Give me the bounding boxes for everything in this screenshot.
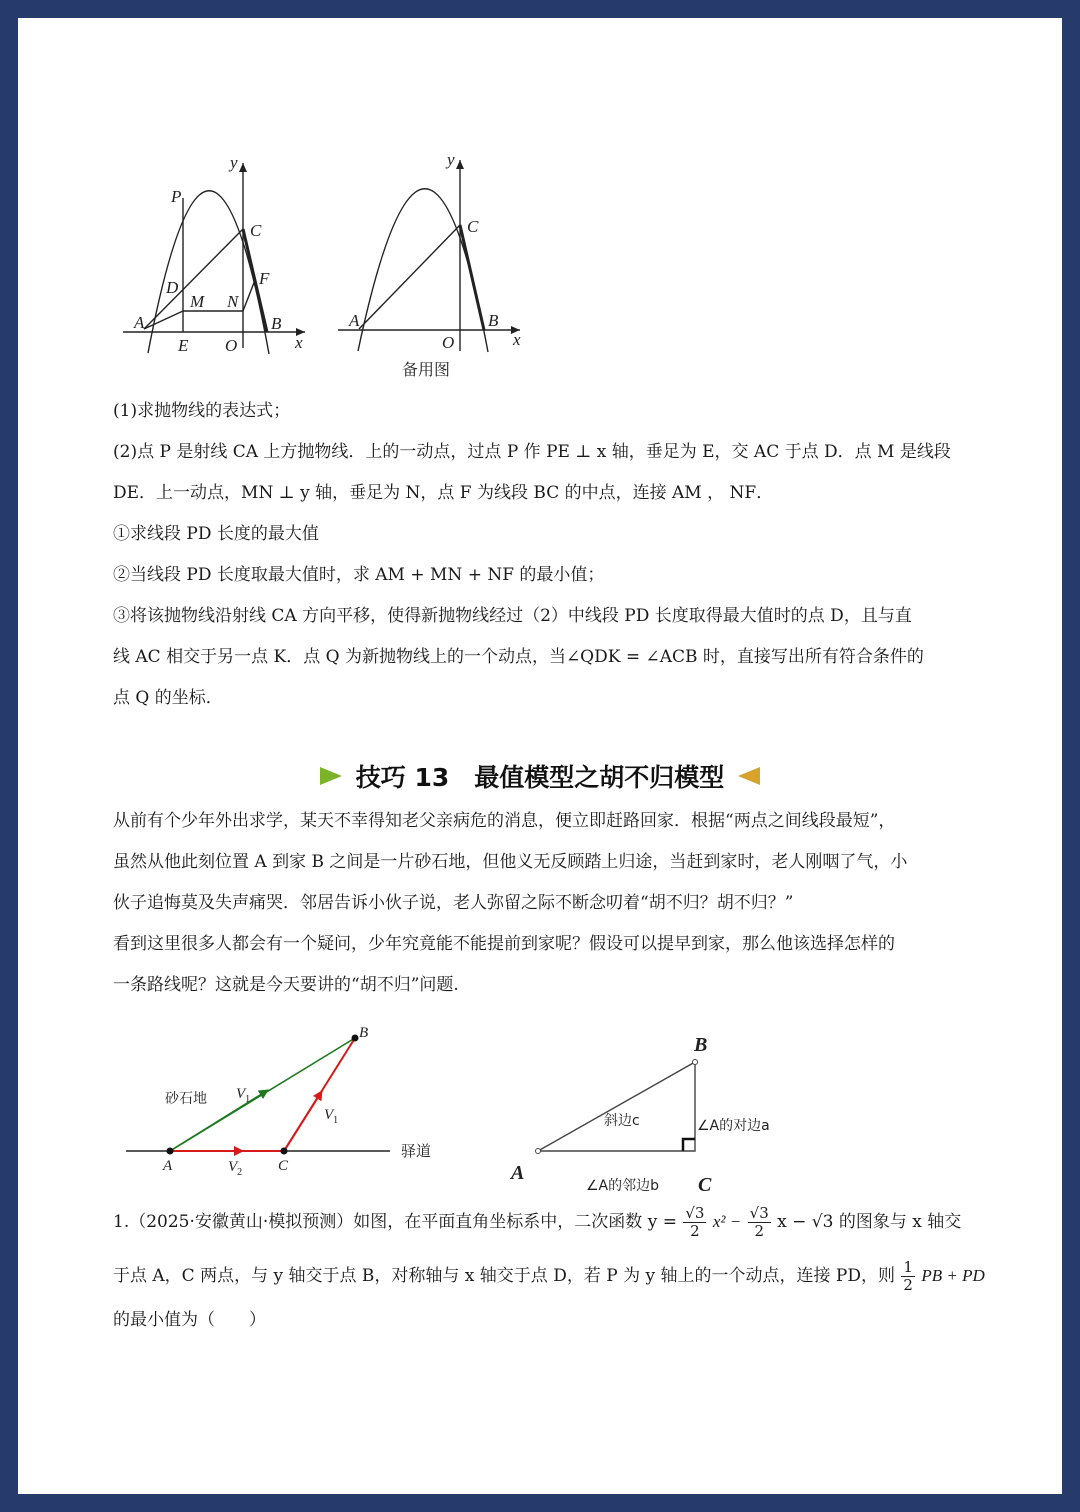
label-v1-green: $V_1$ xyxy=(236,1086,251,1105)
segment-am xyxy=(144,311,183,329)
segment-cb-2 xyxy=(460,225,484,330)
question-2-sub-3-line-2: 线 AC 相交于另一点 K．点 Q 为新抛物线上的一个动点，当∠QDK = ∠ACB 时，直接写出所有符合条件的 xyxy=(113,647,924,667)
question-2-sub-2: ②当线段 PD 长度取最大值时，求 AM + MN + NF 的最小值； xyxy=(113,565,605,585)
point-b xyxy=(352,1035,359,1042)
label-b-4: B xyxy=(694,1034,708,1056)
y-axis-arrow-2 xyxy=(456,160,464,169)
vertex-b xyxy=(693,1060,698,1065)
label-x: x xyxy=(295,333,303,352)
label-f: F xyxy=(259,269,270,288)
label-adjacent-side: ∠A的邻边b xyxy=(586,1178,660,1194)
label-y: y xyxy=(230,153,238,172)
exercise-line-2 xyxy=(113,1258,985,1298)
label-a-3: A xyxy=(163,1158,173,1174)
label-v2: $V_2$ xyxy=(228,1159,243,1178)
label-x-2: x xyxy=(513,330,521,349)
left-arrow-icon xyxy=(738,767,760,785)
label-c-4: C xyxy=(698,1174,712,1196)
story-line-5: 一条路线呢？这就是今天要讲的“胡不归”问题. xyxy=(113,975,459,995)
label-y-2: y xyxy=(447,150,455,169)
y-axis-arrow xyxy=(239,163,247,172)
fraction-sqrt3-over-2-b: $\frac{√3}{2}$ xyxy=(749,1204,769,1240)
right-arrow-icon xyxy=(320,767,342,785)
top-figures xyxy=(18,18,1062,398)
segment-ac-2 xyxy=(359,225,460,329)
story-line-3: 伙子追悔莫及失声痛哭．邻居告诉小伙子说，老人弥留之际不断念叨着“胡不归？胡不归？” xyxy=(113,893,794,913)
exercise-text-2a: 于点 A，C 两点，与 y 轴交于点 B，对称轴与 x 轴交于点 D，若 P 为 y 轴上的一个动点，连接 PD，则 xyxy=(113,1266,895,1286)
story-line-2: 虽然从他此刻位置 A 到家 B 之间是一片砂石地，但他义无反顾踏上归途，当赶到家时，老人刚咽了气，小 xyxy=(113,852,908,872)
label-c-3: C xyxy=(278,1158,289,1174)
label-v1-red: $V_1$ xyxy=(324,1107,339,1126)
segment-nf xyxy=(243,280,255,311)
question-2-line-2: DE．上一动点，MN ⊥ y 轴，垂足为 N，点 F 为线段 BC 的中点，连接 AM ， NF． xyxy=(113,483,774,503)
exercise-text-1b: x − √3 的图象与 x 轴交 xyxy=(777,1212,962,1232)
right-angle-mark xyxy=(683,1139,695,1151)
story-line-1: 从前有个少年外出求学，某天不幸得知老父亲病危的消息，便立即赶路回家．根据“两点之间线段最短”， xyxy=(113,811,896,831)
label-a: A xyxy=(134,313,145,332)
segment-ac xyxy=(144,229,243,329)
story-line-4: 看到这里很多人都会有一个疑问，少年究竟能不能提前到家呢？假设可以提早到家，那么他该选择怎样的 xyxy=(113,934,895,954)
label-hypotenuse: 斜边c xyxy=(604,1113,640,1129)
question-2-sub-3-line-3: 点 Q 的坐标． xyxy=(113,688,223,708)
fraction-one-half: $\frac{1}{2}$ xyxy=(903,1258,913,1294)
label-a-2: A xyxy=(349,311,360,330)
point-c xyxy=(281,1148,288,1155)
right-triangle-figure xyxy=(536,1060,698,1154)
label-d: D xyxy=(166,278,179,297)
bottom-figures xyxy=(18,1003,1062,1196)
label-n: N xyxy=(227,292,239,311)
parabola-2 xyxy=(358,189,488,352)
exercise-x-squared: x² − xyxy=(712,1212,742,1231)
label-a-4: A xyxy=(511,1162,525,1184)
hubugui-labels xyxy=(162,1025,431,1178)
right-triangle xyxy=(538,1062,695,1151)
label-p: P xyxy=(171,187,182,206)
label-gravel: 砂石地 xyxy=(165,1091,207,1107)
label-c-2: C xyxy=(467,217,479,236)
question-2-sub-3-line-1: ③将该抛物线沿射线 CA 方向平移，使得新抛物线经过（2）中线段 PD 长度取得最大值时的点 D，且与直 xyxy=(113,606,912,626)
label-opposite-side: ∠A的对边a xyxy=(697,1118,770,1134)
exercise-line-3: 的最小值为（ ） xyxy=(113,1310,266,1330)
label-o: O xyxy=(225,336,238,355)
fraction-sqrt3-over-2-a: $\frac{√3}{2}$ xyxy=(685,1204,705,1240)
parabola xyxy=(148,191,269,354)
vertex-a xyxy=(536,1149,541,1154)
label-road: 驿道 xyxy=(401,1142,432,1160)
label-o-2: O xyxy=(442,333,455,352)
exercise-text-1a: 1.（2025·安徽黄山·模拟预测）如图，在平面直角坐标系中，二次函数 y = xyxy=(113,1212,677,1232)
point-a xyxy=(167,1148,174,1155)
page xyxy=(18,18,1062,1494)
section-title-text: 技巧 13 最值模型之胡不归模型 xyxy=(355,763,725,792)
label-b-3: B xyxy=(359,1025,369,1041)
section-title xyxy=(18,756,1062,796)
question-2-sub-1: ①求线段 PD 长度的最大值 xyxy=(113,524,319,544)
backup-figure-caption: 备用图 xyxy=(402,360,451,379)
label-c: C xyxy=(250,221,262,240)
label-b-2: B xyxy=(488,311,499,330)
label-m: M xyxy=(190,292,205,311)
exercise-line-1 xyxy=(113,1204,973,1244)
right-triangle-labels xyxy=(509,1034,770,1196)
label-b: B xyxy=(271,314,282,333)
question-2-line-1: (2)点 P 是射线 CA 上方抛物线．上的一动点，过点 P 作 PE ⊥ x 轴，垂足为 E，交 AC 于点 D．点 M 是线段 xyxy=(113,442,951,462)
question-1: (1)求抛物线的表达式； xyxy=(113,401,291,421)
exercise-text-2b: PB + PD xyxy=(921,1266,985,1285)
label-e: E xyxy=(178,336,189,355)
v1-arrow-red xyxy=(284,1091,322,1151)
